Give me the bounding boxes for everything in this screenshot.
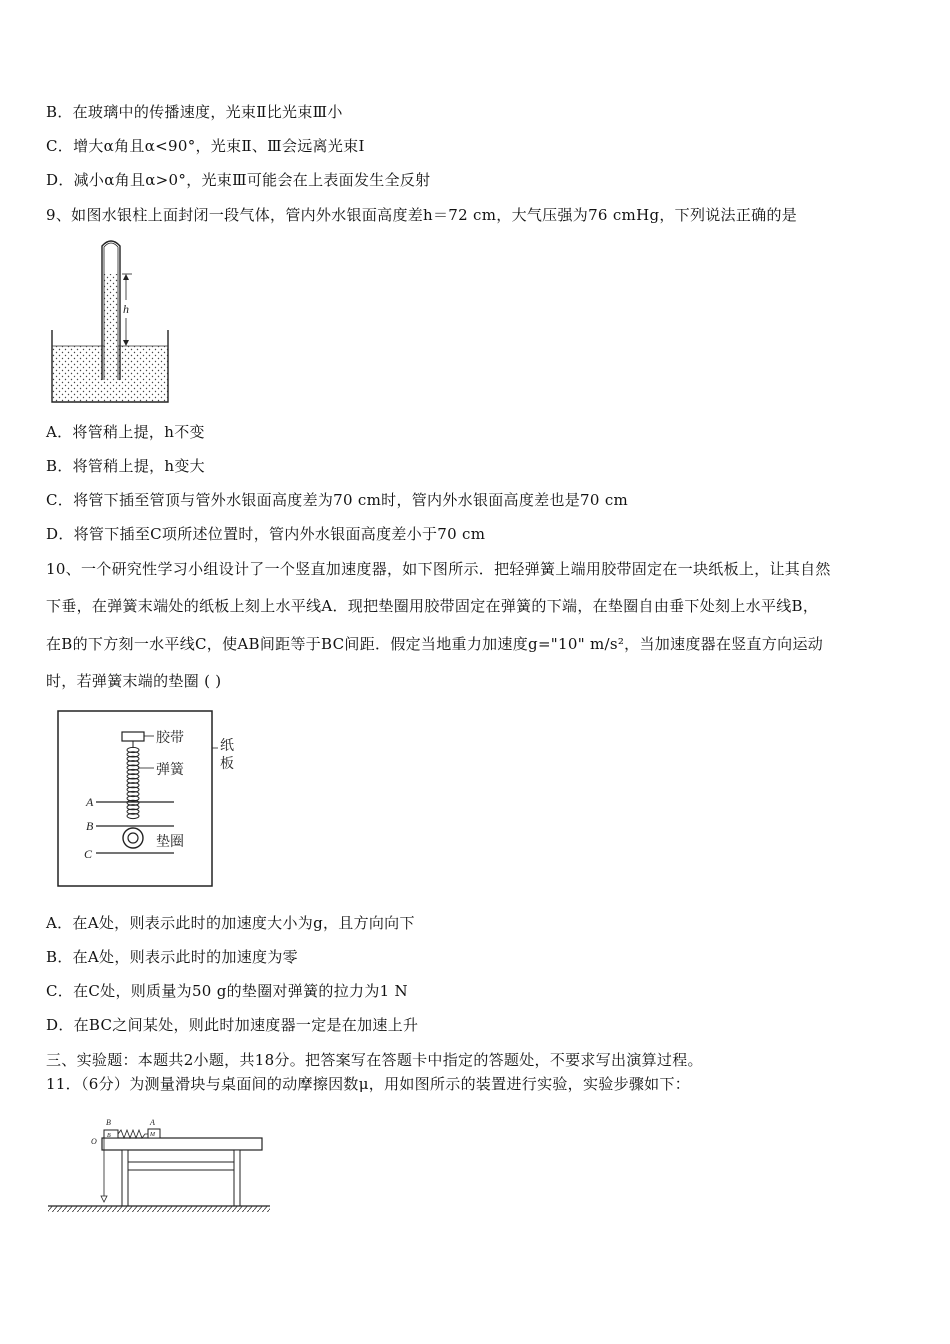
q9-option-a: A．将管稍上提，h不变 (46, 423, 205, 441)
label-spring: 弹簧 (156, 762, 184, 778)
tape (122, 732, 144, 741)
q10-option-b: B．在A处，则表示此时的加速度为零 (46, 948, 298, 966)
q8-option-b: B．在玻璃中的传播速度，光束Ⅱ比光束Ⅲ小 (46, 103, 343, 121)
mercury-tube-figure (46, 234, 176, 406)
label-m: M (150, 1132, 155, 1138)
q11-stem: 11．（6分）为测量滑块与桌面间的动摩擦因数μ，用如图所示的装置进行实验，实验步骤如下： (46, 1075, 691, 1093)
table-leg-right (234, 1150, 240, 1206)
q10-stem-line-1: 10、一个研究性学习小组设计了一个竖直加速度器，如下图所示．把轻弹簧上端用胶带固定在一块纸板上，让其自然 (46, 560, 831, 578)
q8-option-d: D．减小α角且α>0°，光束Ⅲ可能会在上表面发生全反射 (46, 171, 431, 189)
q10-option-d: D．在BC之间某处，则此时加速度器一定是在加速上升 (46, 1016, 419, 1034)
q9-stem: 9、如图水银柱上面封闭一段气体，管内外水银面高度差h＝72 cm，大气压强为76 cmHg，下列说法正确的是 (46, 206, 798, 224)
label-board-1: 纸 (220, 738, 234, 754)
spring (118, 1130, 148, 1138)
friction-apparatus-figure (44, 1114, 276, 1218)
table-top (102, 1138, 262, 1150)
q9-option-d: D．将管下插至C项所述位置时，管内外水银面高度差小于70 cm (46, 525, 486, 543)
accelerometer-figure (46, 708, 246, 890)
label-b: B (86, 819, 94, 833)
table-leg-left (122, 1150, 128, 1206)
q9-option-c: C．将管下插至管顶与管外水银面高度差为70 cm时，管内外水银面高度差也是70 cm (46, 491, 629, 509)
q10-option-c: C．在C处，则质量为50 g的垫圈对弹簧的拉力为1 N (46, 982, 408, 1000)
label-o: O (91, 1137, 97, 1146)
mercury-column (104, 274, 118, 380)
label-h: h (123, 302, 129, 316)
label-a: A (150, 1118, 155, 1127)
label-board-2: 板 (220, 756, 234, 772)
q9-option-b: B．将管稍上提，h变大 (46, 457, 205, 475)
label-b: B (106, 1118, 111, 1127)
q10-option-a: A．在A处，则表示此时的加速度大小为g，且方向向下 (46, 914, 415, 932)
label-tape: 胶带 (156, 730, 184, 746)
label-small-b: B (107, 1133, 111, 1139)
plumb-bob (101, 1196, 107, 1202)
q10-stem-line-4: 时，若弹簧末端的垫圈 ( ) (46, 672, 222, 690)
section-3-heading: 三、实验题：本题共2小题，共18分。把答案写在答题卡中指定的答题处，不要求写出演算过程。 (46, 1051, 703, 1069)
label-a: A (86, 795, 94, 809)
spring (127, 741, 139, 819)
q8-option-c: C．增大α角且α<90°，光束Ⅱ、Ⅲ会远离光束Ⅰ (46, 137, 365, 155)
q10-stem-line-3: 在B的下方刻一水平线C，使AB间距等于BC间距．假定当地重力加速度g="10" m/s²，当加速度器在竖直方向运动 (46, 635, 824, 653)
label-washer: 垫圈 (156, 834, 184, 850)
label-c: C (84, 847, 93, 861)
q10-stem-line-2: 下垂，在弹簧末端处的纸板上刻上水平线A．现把垫圈用胶带固定在弹簧的下端，在垫圈自由垂下处刻上水平线B， (46, 597, 819, 615)
